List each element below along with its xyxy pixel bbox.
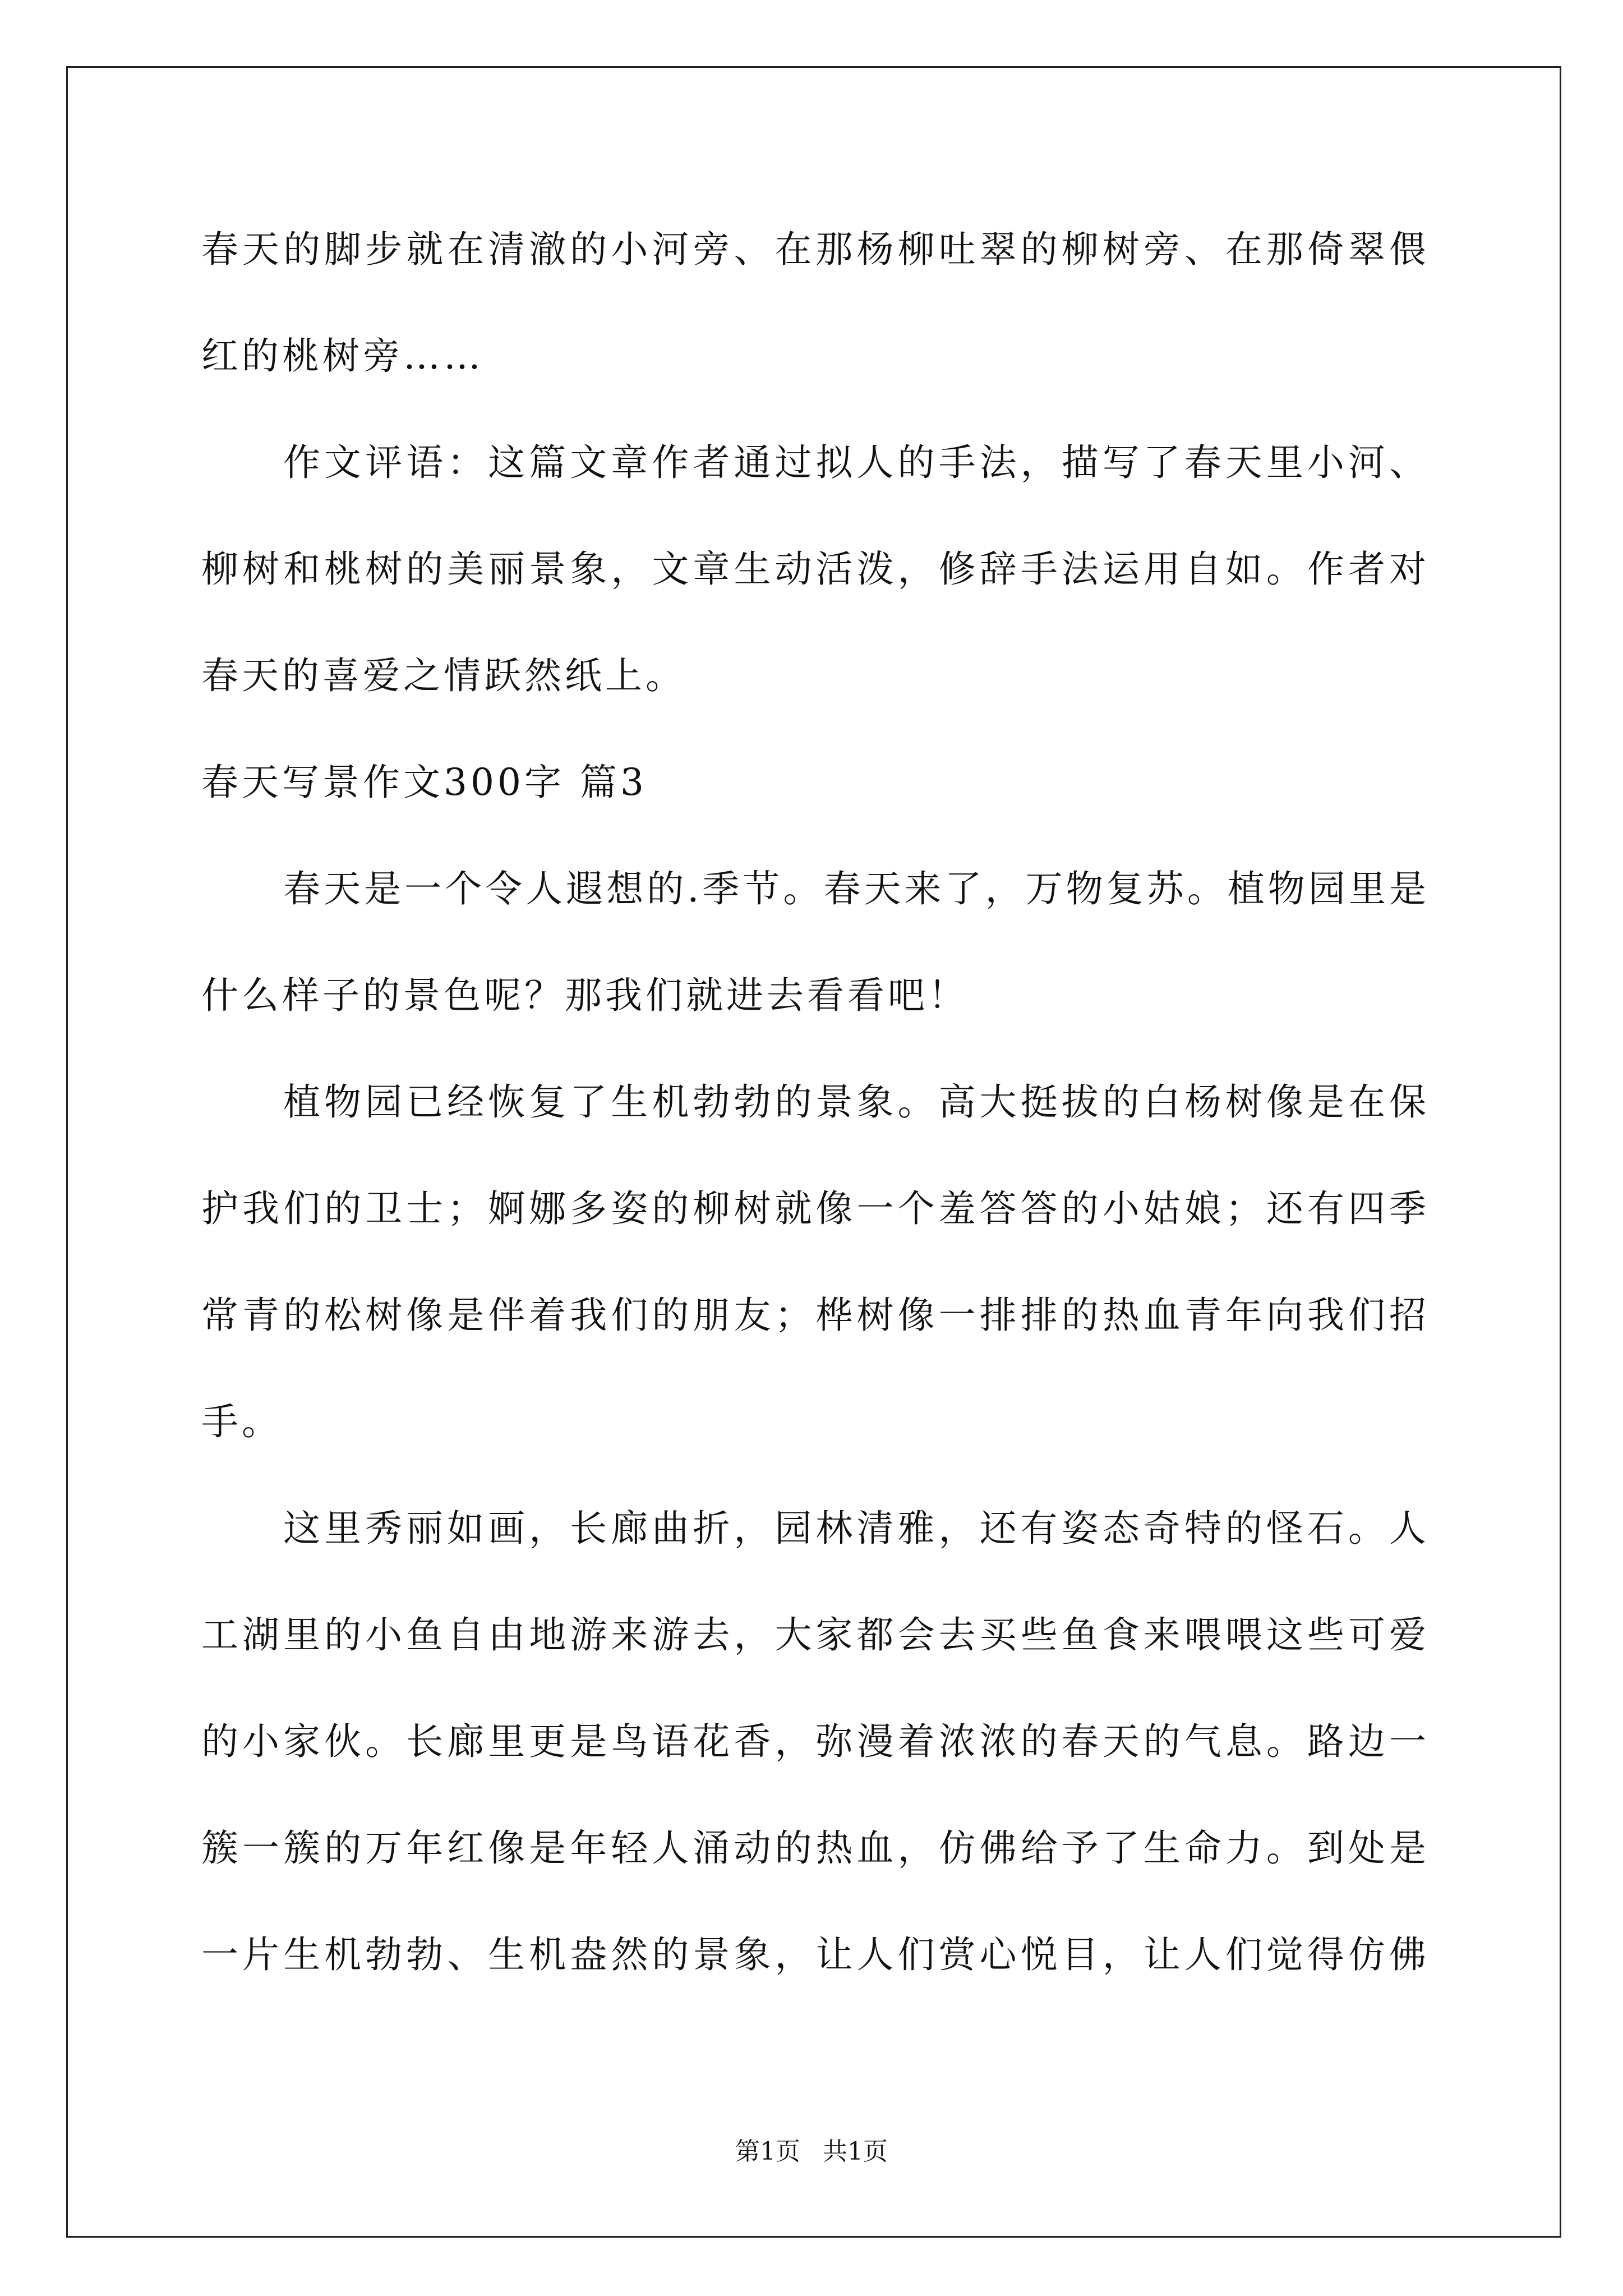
section-heading: 春天写景作文300字 篇3 bbox=[201, 761, 647, 804]
text-line: 柳树和桃树的美丽景象，文章生动活泼，修辞手法运用自如。作者对 bbox=[201, 547, 1430, 591]
text-line: 红的桃树旁…… bbox=[201, 334, 484, 378]
text-line: 这里秀丽如画，长廊曲折，园林清雅，还有姿态奇特的怪石。人 bbox=[283, 1507, 1430, 1550]
document-body bbox=[201, 196, 1430, 2008]
text-line: 一片生机勃勃、生机盎然的景象，让人们赏心悦目，让人们觉得仿佛 bbox=[201, 1933, 1430, 1976]
text-line: 簇一簇的万年红像是年轻人涌动的热血，仿佛给予了生命力。到处是 bbox=[201, 1826, 1430, 1870]
text-line: 手。 bbox=[201, 1400, 282, 1443]
page-footer bbox=[0, 2135, 1623, 2169]
text-line: 春天是一个令人遐想的.季节。春天来了，万物复苏。植物园里是 bbox=[283, 867, 1430, 910]
text-line: 春天的喜爱之情跃然纸上。 bbox=[201, 654, 686, 697]
page-number: 第1页 bbox=[735, 2137, 800, 2166]
paragraph bbox=[201, 196, 1430, 409]
text-line: 作文评语：这篇文章作者通过拟人的手法，描写了春天里小河、 bbox=[283, 441, 1430, 484]
paragraph bbox=[201, 1049, 1430, 1475]
page-total: 共1页 bbox=[823, 2137, 888, 2166]
text-line: 护我们的卫士；婀娜多姿的柳树就像一个羞答答的小姑娘；还有四季 bbox=[201, 1187, 1430, 1230]
paragraph bbox=[201, 1475, 1430, 2008]
comment-paragraph bbox=[201, 409, 1430, 729]
text-line: 什么样子的景色呢？那我们就进去看看吧！ bbox=[201, 974, 969, 1017]
text-line: 的小家伙。长廊里更是鸟语花香，弥漫着浓浓的春天的气息。路边一 bbox=[201, 1720, 1430, 1763]
text-line: 常青的松树像是伴着我们的朋友；桦树像一排排的热血青年向我们招 bbox=[201, 1294, 1430, 1337]
text-line: 植物园已经恢复了生机勃勃的景象。高大挺拔的白杨树像是在保 bbox=[283, 1080, 1430, 1124]
paragraph bbox=[201, 836, 1430, 1049]
text-line: 工湖里的小鱼自由地游来游去，大家都会去买些鱼食来喂喂这些可爱 bbox=[201, 1613, 1430, 1657]
text-line: 春天的脚步就在清澈的小河旁、在那杨柳吐翠的柳树旁、在那倚翠偎 bbox=[201, 228, 1430, 271]
